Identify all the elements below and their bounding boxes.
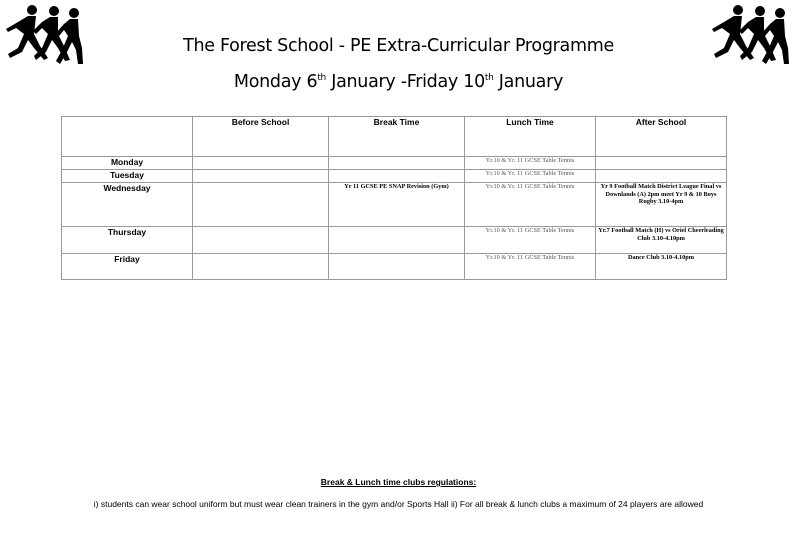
date-text: January -Friday 10 <box>325 72 485 92</box>
break-time-cell <box>329 170 465 183</box>
break-time-cell <box>329 227 465 254</box>
column-header-break-time: Break Time <box>329 117 465 157</box>
day-cell: Wednesday <box>62 183 193 227</box>
column-header <box>62 117 193 157</box>
column-header-before-school: Before School <box>193 117 329 157</box>
before-school-cell <box>193 183 329 227</box>
table-row <box>62 254 727 280</box>
before-school-cell <box>193 227 329 254</box>
day-cell: Tuesday <box>62 170 193 183</box>
column-header-after-school: After School <box>596 117 727 157</box>
date-range <box>0 72 797 92</box>
day-cell: Thursday <box>62 227 193 254</box>
regulations-text: i) students can wear school uniform but must wear clean trainers in the gym and/or Sports Hall ii) For all break & lunch clubs a maximum of 24 players are allowed <box>93 499 704 509</box>
date-suffix: th <box>317 73 326 84</box>
after-school-cell <box>596 170 727 183</box>
date-text: Monday 6 <box>233 72 318 92</box>
date-suffix: th <box>484 73 494 84</box>
header-row <box>62 117 727 157</box>
after-school-cell: Dance Club 3.10-4.10pm <box>596 254 727 280</box>
page-title: The Forest School - PE Extra-Curricular Programme <box>183 36 614 56</box>
day-cell: Monday <box>62 157 193 170</box>
table-row <box>62 183 727 227</box>
after-school-cell: Yr.7 Football Match (H) vs Oriel Cheerleading Club 3.10-4.10pm <box>596 227 727 254</box>
before-school-cell <box>193 254 329 280</box>
column-header-lunch-time: Lunch Time <box>465 117 596 157</box>
date-text: January <box>493 72 564 92</box>
table-row <box>62 170 727 183</box>
lunch-time-cell: Yr.10 & Yr. 11 GCSE Table Tennis <box>465 254 596 280</box>
regulations-heading: Break & Lunch time clubs regulations: <box>320 477 477 487</box>
break-time-cell: Yr 11 GCSE PE SNAP Revision (Gym) <box>329 183 465 227</box>
schedule-table <box>61 116 727 280</box>
before-school-cell <box>193 157 329 170</box>
after-school-cell <box>596 157 727 170</box>
table-row <box>62 157 727 170</box>
break-time-cell <box>329 157 465 170</box>
lunch-time-cell: Yr.10 & Yr. 11 GCSE Table Tennis <box>465 227 596 254</box>
lunch-time-cell: Yr.10 & Yr. 11 GCSE Table Tennis <box>465 157 596 170</box>
lunch-time-cell: Yr.10 & Yr. 11 GCSE Table Tennis <box>465 170 596 183</box>
after-school-cell: Yr 9 Football Match District League Final vs Downlands (A) 2pm meet Yr 9 & 10 Boys Rugby 3.10-4pm <box>596 183 727 227</box>
table-row <box>62 227 727 254</box>
before-school-cell <box>193 170 329 183</box>
day-cell: Friday <box>62 254 193 280</box>
break-time-cell <box>329 254 465 280</box>
lunch-time-cell: Yr.10 & Yr. 11 GCSE Table Tennis <box>465 183 596 227</box>
